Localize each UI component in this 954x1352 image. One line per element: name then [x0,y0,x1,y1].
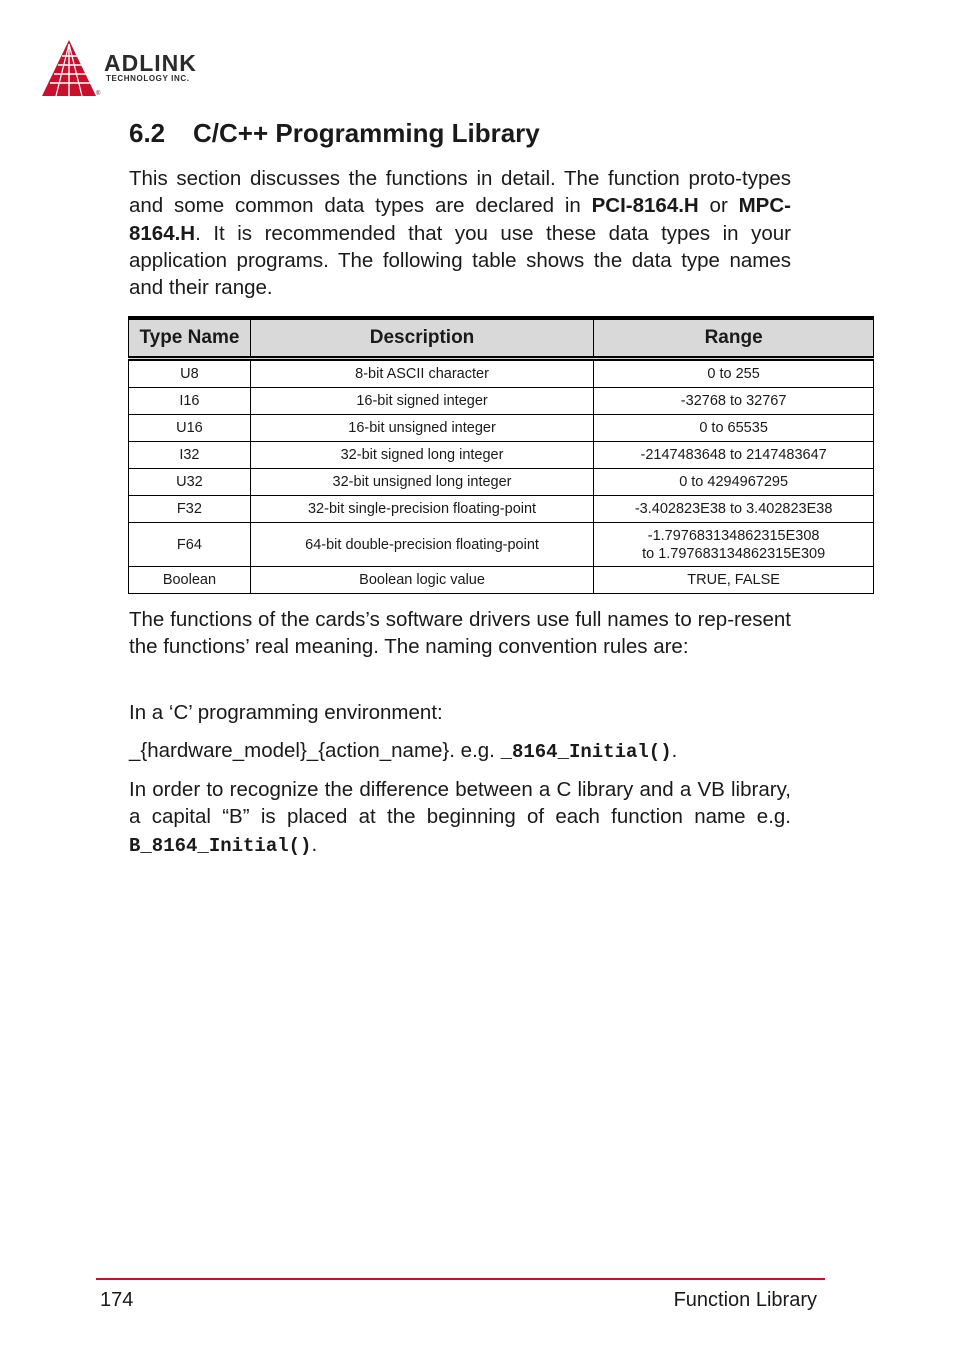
cell-description: Boolean logic value [250,567,593,594]
c-environment-paragraph: In a ‘C’ programming environment: [129,701,443,724]
cell-description: 32-bit single-precision floating-point [250,496,593,523]
section-number: 6.2 [129,118,166,148]
cell-range-line-1: -1.797683134862315E308 [647,527,820,544]
cell-range-line-2: to 1.797683134862315E309 [642,545,826,562]
cell-description: 16-bit unsigned integer [250,415,593,442]
table-row [129,567,874,594]
naming-pattern-end: . [671,739,678,762]
section-title: C/C++ Programming Library [193,118,540,148]
cell-type: I16 [129,388,251,415]
vb-end: . [311,832,318,856]
logo-tagline: TECHNOLOGY INC. [106,74,190,83]
cell-range: 0 to 4294967295 [594,469,874,496]
cell-description: 8-bit ASCII character [250,359,593,388]
logo-registered-mark: ® [96,91,101,97]
cell-range: 0 to 255 [594,359,874,388]
section-heading [129,118,540,149]
page-number: 174 [100,1289,134,1311]
intro-text-b: or [698,194,739,218]
header-range: Range [594,318,874,359]
cell-type: U32 [129,469,251,496]
cell-type: F64 [129,523,251,567]
cell-range: 0 to 65535 [594,415,874,442]
cell-description: 16-bit signed integer [250,388,593,415]
naming-intro-paragraph: The functions of the cards’s software drivers use full names to rep-resent the functions’ real meaning. The naming convention rules are: [129,608,791,659]
cell-type: Boolean [129,567,251,594]
cell-description: 64-bit double-precision floating-point [250,523,593,567]
table-row [129,359,874,388]
cell-range: -32768 to 32767 [594,388,874,415]
intro-text-c: . It is recommended that you use these data types in your application programs. The following table shows the data type names and their range. [129,221,791,300]
adlink-triangle-icon [42,38,102,98]
footer-rule [96,1278,825,1280]
table-row [129,469,874,496]
cell-type: I32 [129,442,251,469]
data-types-table [128,316,874,594]
logo-brand-text: ADLINK [104,50,197,76]
header-type-name: Type Name [129,318,251,359]
cell-range: -2147483648 to 2147483647 [594,442,874,469]
table-row [129,496,874,523]
table-row [129,523,874,567]
header-description: Description [250,318,593,359]
table-header-row [129,318,874,359]
cell-description: 32-bit signed long integer [250,442,593,469]
header-file-mpc: MPC-8164.H [129,194,791,245]
table-row [129,388,874,415]
c-function-example: _8164_Initial() [500,741,672,763]
intro-paragraph [129,165,791,301]
cell-description: 32-bit unsigned long integer [250,469,593,496]
header-file-pci: PCI-8164.H [591,194,699,218]
cell-type: U8 [129,359,251,388]
naming-pattern-paragraph [129,737,791,766]
vb-function-example: B_8164_Initial() [129,834,312,857]
cell-range: TRUE, FALSE [594,567,874,594]
vb-paragraph [129,776,791,860]
intro-text-a: This section discusses the functions in detail. The function proto-types and some common data types are declared in [129,167,791,218]
cell-range [594,523,874,567]
vb-text: In order to recognize the difference between a C library and a VB library, a capital “B” is placed at the beginning of each function name e.g. [129,778,791,829]
cell-type: U16 [129,415,251,442]
table-row [129,415,874,442]
naming-pattern-text: _{hardware_model}_{action_name}. e.g. [129,739,501,762]
cell-type: F32 [129,496,251,523]
table-row [129,442,874,469]
cell-range: -3.402823E38 to 3.402823E38 [594,496,874,523]
footer-chapter-title: Function Library [673,1289,817,1311]
adlink-logo [42,38,242,100]
